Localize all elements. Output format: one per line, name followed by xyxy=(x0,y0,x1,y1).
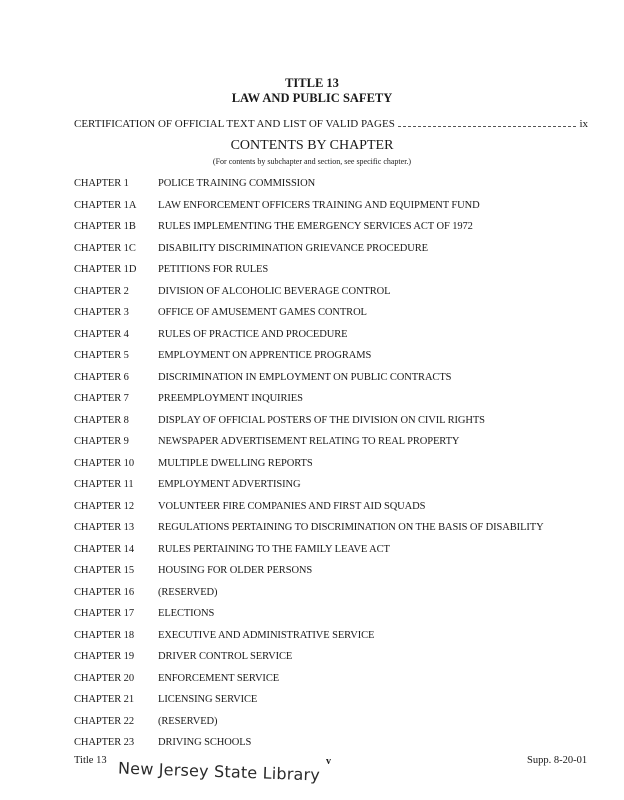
chapter-number: CHAPTER 9 xyxy=(74,436,129,447)
chapter-number: CHAPTER 1B xyxy=(74,221,136,232)
chapter-title: POLICE TRAINING COMMISSION xyxy=(158,178,316,189)
chapter-row[interactable] xyxy=(74,436,594,458)
chapter-title: OFFICE OF AMUSEMENT GAMES CONTROL xyxy=(158,307,367,318)
chapter-title: (RESERVED) xyxy=(158,586,218,598)
chapter-title: EXECUTIVE AND ADMINISTRATIVE SERVICE xyxy=(158,629,375,641)
chapter-number: CHAPTER 21 xyxy=(74,694,134,705)
chapter-title: RULES OF PRACTICE AND PROCEDURE xyxy=(158,328,348,340)
chapter-title: ELECTIONS xyxy=(158,608,215,619)
chapter-title: DIVISION OF ALCOHOLIC BEVERAGE CONTROL xyxy=(158,285,391,297)
chapter-title: ENFORCEMENT SERVICE xyxy=(158,672,280,684)
title-subheading: LAW AND PUBLIC SAFETY xyxy=(231,91,393,105)
chapter-row[interactable] xyxy=(74,200,594,222)
chapter-title: HOUSING FOR OLDER PERSONS xyxy=(158,565,313,576)
chapter-row[interactable] xyxy=(74,479,594,501)
library-stamp: New Jersey State Library xyxy=(117,758,321,785)
chapter-title: RULES PERTAINING TO THE FAMILY LEAVE ACT xyxy=(158,543,390,555)
chapter-title: RULES IMPLEMENTING THE EMERGENCY SERVICES ACT OF 1972 xyxy=(158,221,473,232)
chapter-row[interactable] xyxy=(74,221,594,243)
chapter-title: DISABILITY DISCRIMINATION GRIEVANCE PROCEDURE xyxy=(158,242,428,254)
chapter-row[interactable] xyxy=(74,694,594,716)
chapter-title: REGULATIONS PERTAINING TO DISCRIMINATION ON THE BASIS OF DISABILITY xyxy=(158,522,544,533)
chapter-row[interactable] xyxy=(74,286,594,308)
chapter-number: CHAPTER 10 xyxy=(74,457,134,469)
chapter-number: CHAPTER 4 xyxy=(74,328,129,340)
chapter-title: DRIVER CONTROL SERVICE xyxy=(158,651,293,662)
chapter-title: DRIVING SCHOOLS xyxy=(158,737,252,748)
chapter-row[interactable] xyxy=(74,737,594,759)
chapter-row[interactable] xyxy=(74,608,594,630)
chapter-number: CHAPTER 12 xyxy=(74,500,134,512)
chapter-row[interactable] xyxy=(74,522,594,544)
chapter-row[interactable] xyxy=(74,350,594,372)
dot-leader xyxy=(398,118,577,127)
chapter-title: (RESERVED) xyxy=(158,715,218,727)
chapter-number: CHAPTER 1D xyxy=(74,264,137,275)
chapter-number: CHAPTER 18 xyxy=(74,629,134,641)
chapter-number: CHAPTER 1A xyxy=(74,199,137,211)
chapter-number: CHAPTER 15 xyxy=(74,565,134,576)
certification-page: ix xyxy=(579,118,588,130)
chapter-row[interactable] xyxy=(74,243,594,265)
contents-heading: CONTENTS BY CHAPTER xyxy=(230,138,394,153)
chapter-title: VOLUNTEER FIRE COMPANIES AND FIRST AID SQUADS xyxy=(158,500,426,512)
chapter-row[interactable] xyxy=(74,673,594,695)
chapter-number: CHAPTER 1 xyxy=(74,178,129,189)
chapter-number: CHAPTER 7 xyxy=(74,393,129,404)
chapter-row[interactable] xyxy=(74,329,594,351)
chapter-title: PREEMPLOYMENT INQUIRIES xyxy=(158,393,303,404)
chapter-number: CHAPTER 8 xyxy=(74,414,129,426)
chapter-number: CHAPTER 11 xyxy=(74,479,134,490)
chapter-number: CHAPTER 16 xyxy=(74,586,134,598)
chapter-title: EMPLOYMENT ADVERTISING xyxy=(158,479,301,490)
chapter-number: CHAPTER 5 xyxy=(74,350,129,361)
chapter-title: LAW ENFORCEMENT OFFICERS TRAINING AND EQUIPMENT FUND xyxy=(158,199,480,211)
chapter-row[interactable] xyxy=(74,458,594,480)
chapter-row[interactable] xyxy=(74,501,594,523)
contents-note: (For contents by subchapter and section, see specific chapter.) xyxy=(212,157,412,166)
chapter-number: CHAPTER 14 xyxy=(74,543,134,555)
chapter-row[interactable] xyxy=(74,630,594,652)
chapter-number: CHAPTER 6 xyxy=(74,371,129,383)
chapter-title: PETITIONS FOR RULES xyxy=(158,264,269,275)
chapter-row[interactable] xyxy=(74,393,594,415)
chapter-row[interactable] xyxy=(74,565,594,587)
chapter-number: CHAPTER 19 xyxy=(74,651,134,662)
chapter-number: CHAPTER 1C xyxy=(74,242,136,254)
chapter-number: CHAPTER 23 xyxy=(74,737,134,748)
chapter-row[interactable] xyxy=(74,264,594,286)
footer-page-number: v xyxy=(326,756,331,767)
chapter-title: NEWSPAPER ADVERTISEMENT RELATING TO REAL PROPERTY xyxy=(158,436,460,447)
chapter-title: LICENSING SERVICE xyxy=(158,694,258,705)
footer-title: Title 13 xyxy=(74,755,107,766)
chapter-row[interactable] xyxy=(74,415,594,437)
chapter-row[interactable] xyxy=(74,651,594,673)
chapter-row[interactable] xyxy=(74,544,594,566)
chapter-row[interactable] xyxy=(74,178,594,200)
chapter-number: CHAPTER 13 xyxy=(74,522,134,533)
certification-line[interactable] xyxy=(74,118,588,130)
chapter-number: CHAPTER 20 xyxy=(74,672,134,684)
footer-supplement-date: Supp. 8-20-01 xyxy=(527,755,588,766)
chapter-title: DISPLAY OF OFFICIAL POSTERS OF THE DIVISION ON CIVIL RIGHTS xyxy=(158,414,485,426)
chapter-row[interactable] xyxy=(74,372,594,394)
chapter-title: DISCRIMINATION IN EMPLOYMENT ON PUBLIC CONTRACTS xyxy=(158,371,452,383)
chapter-number: CHAPTER 2 xyxy=(74,285,129,297)
chapter-row[interactable] xyxy=(74,307,594,329)
chapter-row[interactable] xyxy=(74,716,594,738)
chapter-number: CHAPTER 22 xyxy=(74,715,134,727)
certification-label: CERTIFICATION OF OFFICIAL TEXT AND LIST OF VALID PAGES xyxy=(74,118,395,130)
chapter-number: CHAPTER 17 xyxy=(74,608,134,619)
chapter-list xyxy=(74,178,594,759)
chapter-title: MULTIPLE DWELLING REPORTS xyxy=(158,457,313,469)
chapter-number: CHAPTER 3 xyxy=(74,307,129,318)
chapter-row[interactable] xyxy=(74,587,594,609)
chapter-title: EMPLOYMENT ON APPRENTICE PROGRAMS xyxy=(158,350,372,361)
title-heading: TITLE 13 xyxy=(285,76,339,90)
